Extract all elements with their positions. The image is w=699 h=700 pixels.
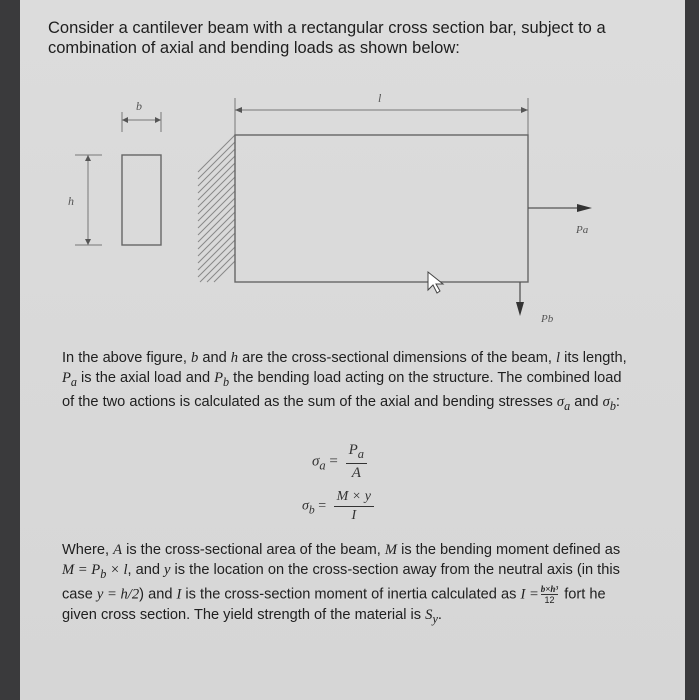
bending-stress-fraction: $\frac{M \times y}{I}$: [334, 489, 374, 524]
dim-l-arrow-left: [235, 107, 242, 113]
document-page: [20, 0, 685, 700]
label-pa: Pa: [576, 224, 589, 236]
mouse-cursor-icon: [428, 272, 443, 293]
label-pb: Pb: [541, 313, 554, 325]
axial-load-arrow-head: [577, 204, 592, 212]
dim-b-arrow-right: [155, 117, 161, 123]
problem-intro: Consider a cantilever beam with a rectangular cross section bar, subject to a combination of axial and bending loads as shown below:: [48, 19, 606, 57]
cross-section-rect: [122, 155, 161, 245]
dim-l-arrow-right: [521, 107, 528, 113]
label-b: b: [136, 99, 142, 113]
paragraph-where: Where, A is the cross-sectional area of the beam, M is the bending moment defined as $M = P_b \times l$, and y is the location on the cross-section away from the neutral axis (in this case y = h/2) and I is the cross-section moment of inertia calculated as I = $\frac{\text{b×h³}}{12}$ fort he given cross section. The yield strength of the material is $S_y$.: [62, 542, 621, 626]
cantilever-beam: [235, 135, 528, 282]
dim-h-arrow-top: [85, 155, 91, 161]
dim-h-arrow-bottom: [85, 239, 91, 245]
label-h: h: [68, 194, 74, 208]
inertia-fraction: $\frac{\text{b×h³}}{12}$: [540, 583, 559, 605]
bending-load-arrow-head: [516, 302, 524, 316]
dim-b-arrow-left: [122, 117, 128, 123]
equation-bending-stress: $\sigma_b$ = $\frac{M \times y}{I}$: [302, 489, 374, 524]
equation-axial-stress: $\sigma_a$ = $\frac{P_a}{A}$: [312, 442, 367, 482]
axial-stress-fraction: $\frac{P_a}{A}$: [346, 442, 367, 482]
paragraph-definitions: In the above figure, b and h are the cross-sectional dimensions of the beam, l its length, $P_a$ is the axial load and $P_b$ the bending load acting on the structure. The combined load of the two actions is calculated as the sum of the axial and bending stresses $\sigma_a$ and $\sigma_b$:: [62, 350, 627, 413]
label-l: l: [378, 91, 382, 105]
fixed-wall-hatch: [198, 135, 235, 282]
